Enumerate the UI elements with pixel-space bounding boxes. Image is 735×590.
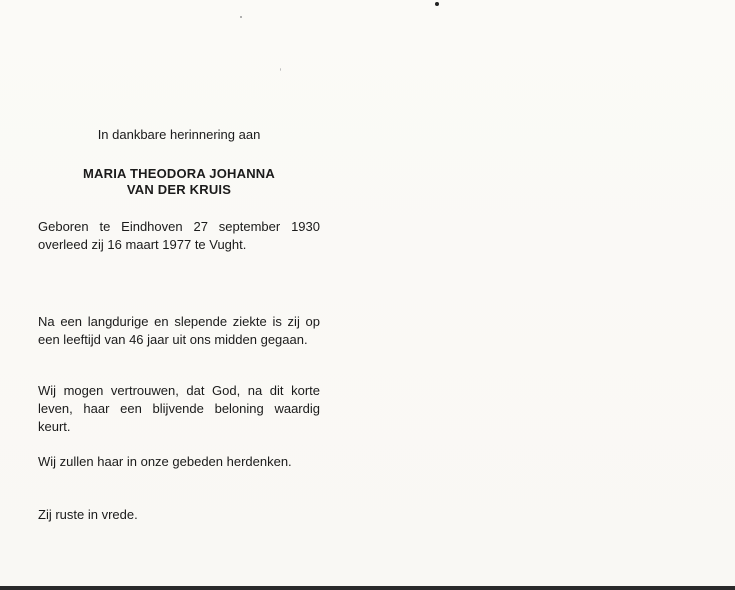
ink-speck bbox=[280, 68, 281, 71]
prayers-paragraph: Wij zullen haar in onze gebeden herdenken. bbox=[38, 454, 292, 469]
name-line-2: VAN DER KRUIS bbox=[126, 182, 232, 197]
intro-line: In dankbare herinnering aan bbox=[97, 127, 261, 142]
deceased-name bbox=[38, 166, 320, 198]
ink-speck bbox=[240, 16, 242, 18]
name-line-1: MARIA THEODORA JOHANNA bbox=[83, 166, 275, 181]
trust-paragraph: Wij mogen vertrouwen, dat God, na dit korte leven, haar een blijvende beloning waardig keurt. bbox=[38, 383, 320, 434]
birth-death-paragraph: Geboren te Eindhoven 27 september 1930 overleed zij 16 maart 1977 te Vught. bbox=[38, 219, 320, 252]
ink-speck bbox=[435, 2, 439, 6]
rest-in-peace-line: Zij ruste in vrede. bbox=[38, 507, 138, 522]
illness-paragraph: Na een langdurige en slepende ziekte is zij op een leeftijd van 46 jaar uit ons midden gegaan. bbox=[38, 314, 320, 347]
